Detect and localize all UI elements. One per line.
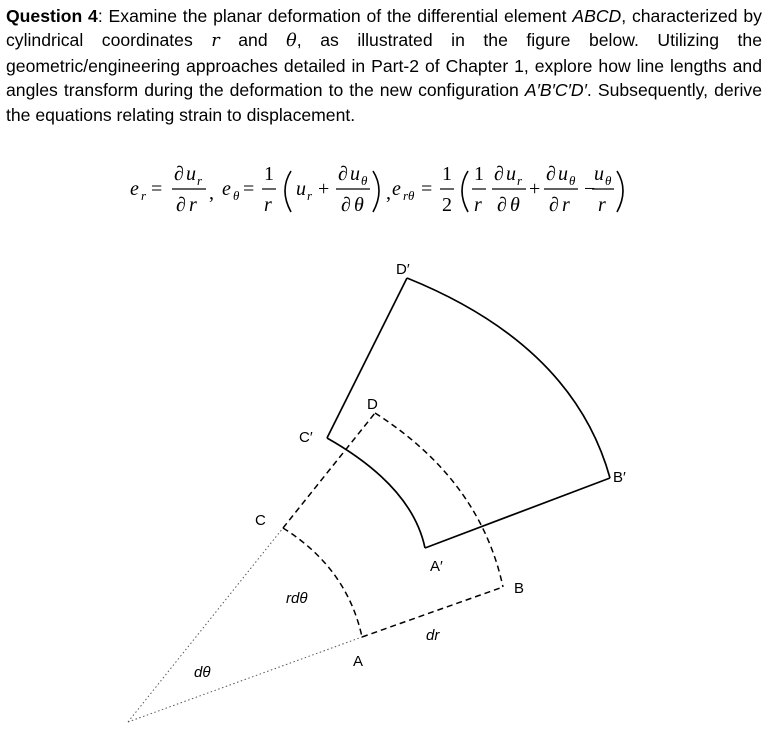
r-symbol: r xyxy=(264,194,272,216)
denominator-two: 2 xyxy=(442,194,452,216)
label-dtheta: dθ xyxy=(194,664,211,681)
symbol-theta: θ xyxy=(286,31,297,52)
equation-etheta xyxy=(222,163,391,216)
open-paren xyxy=(462,171,468,212)
numerator-one: 1 xyxy=(474,163,484,185)
u-subscript: θ xyxy=(605,173,612,188)
e-subscript: θ xyxy=(233,188,240,203)
theta-symbol: θ xyxy=(354,194,364,216)
e-symbol: e xyxy=(392,178,401,200)
partial-symbol: ∂ xyxy=(549,194,559,216)
e-symbol: e xyxy=(222,178,231,200)
equals-sign: = xyxy=(421,178,433,200)
e-symbol: e xyxy=(130,178,139,200)
equation-er xyxy=(130,163,214,216)
equation-ertheta xyxy=(392,163,623,216)
equals-sign: = xyxy=(243,178,255,200)
partial-symbol: ∂ xyxy=(174,163,184,185)
radial-line-upper xyxy=(128,528,283,722)
u-symbol: u xyxy=(350,163,360,185)
label-D-prime: D′ xyxy=(396,261,410,278)
comma: , xyxy=(209,182,214,204)
u-subscript: r xyxy=(197,173,203,188)
question-text xyxy=(6,4,762,127)
r-symbol: r xyxy=(598,194,606,216)
question-part-1: Examine the planar deformation of the differential element xyxy=(108,6,573,26)
u-symbol: u xyxy=(558,163,568,185)
u-symbol: u xyxy=(296,178,306,200)
label-C: C xyxy=(255,512,266,529)
radial-line-lower xyxy=(128,637,362,722)
question-heading: Question 4 xyxy=(6,6,98,26)
edge-CpDp xyxy=(327,278,407,438)
new-configuration-name: A′B′C′D′ xyxy=(524,80,587,101)
r-symbol: r xyxy=(189,194,197,216)
question-sep: : xyxy=(97,6,109,26)
partial-symbol: ∂ xyxy=(341,194,351,216)
close-paren xyxy=(617,171,623,212)
r-symbol: r xyxy=(474,194,482,216)
label-r-dtheta: rdθ xyxy=(286,590,308,607)
plus-sign: + xyxy=(529,178,541,200)
question-part-2: , characterized by cylindrical coordinates xyxy=(6,6,762,51)
numerator-one: 1 xyxy=(442,163,452,185)
u-symbol: u xyxy=(186,163,196,185)
u-symbol: u xyxy=(594,163,604,185)
close-paren xyxy=(373,171,379,212)
e-subscript: r xyxy=(141,188,147,203)
edge-ApBp xyxy=(425,478,610,548)
open-paren xyxy=(285,171,291,212)
label-A: A xyxy=(353,653,364,670)
u-subscript: θ xyxy=(569,173,576,188)
arc-DpBp xyxy=(407,278,610,478)
deformation-figure xyxy=(0,240,772,751)
minus-sign: − xyxy=(584,178,596,200)
partial-symbol: ∂ xyxy=(546,163,556,185)
label-D: D xyxy=(367,396,378,413)
u-subscript: r xyxy=(307,188,313,203)
e-subscript: rθ xyxy=(403,188,415,203)
partial-symbol: ∂ xyxy=(176,194,186,216)
arc-CA xyxy=(283,528,362,637)
edge-CD xyxy=(283,413,375,528)
u-symbol: u xyxy=(506,163,516,185)
u-subscript: r xyxy=(517,173,523,188)
strain-displacement-equations xyxy=(0,152,772,222)
partial-symbol: ∂ xyxy=(338,163,348,185)
partial-symbol: ∂ xyxy=(494,163,504,185)
label-B-prime: B′ xyxy=(613,469,626,486)
label-A-prime: A′ xyxy=(430,558,443,575)
element-name: ABCD xyxy=(572,6,622,26)
question-part-3: , as illustrated in the figure below. Utilizing the geometric/engineering approaches detailed in Part-2 of Chapter 1, explore how line lengths and angles transform during the deformation to the new configuration xyxy=(6,30,762,101)
question-part-4: . Subsequently, derive the equations relating strain to displacement. xyxy=(6,80,762,125)
theta-symbol: θ xyxy=(510,194,520,216)
r-symbol: r xyxy=(562,194,570,216)
equals-sign: = xyxy=(151,178,163,200)
label-dr: dr xyxy=(426,627,440,644)
comma: , xyxy=(386,182,391,204)
u-subscript: θ xyxy=(361,173,368,188)
partial-symbol: ∂ xyxy=(497,194,507,216)
numerator-one: 1 xyxy=(264,163,274,185)
question-and: and xyxy=(219,30,287,51)
label-C-prime: C′ xyxy=(299,429,313,446)
label-B: B xyxy=(514,580,525,597)
symbol-r: r xyxy=(211,31,220,52)
plus-sign: + xyxy=(318,178,330,200)
